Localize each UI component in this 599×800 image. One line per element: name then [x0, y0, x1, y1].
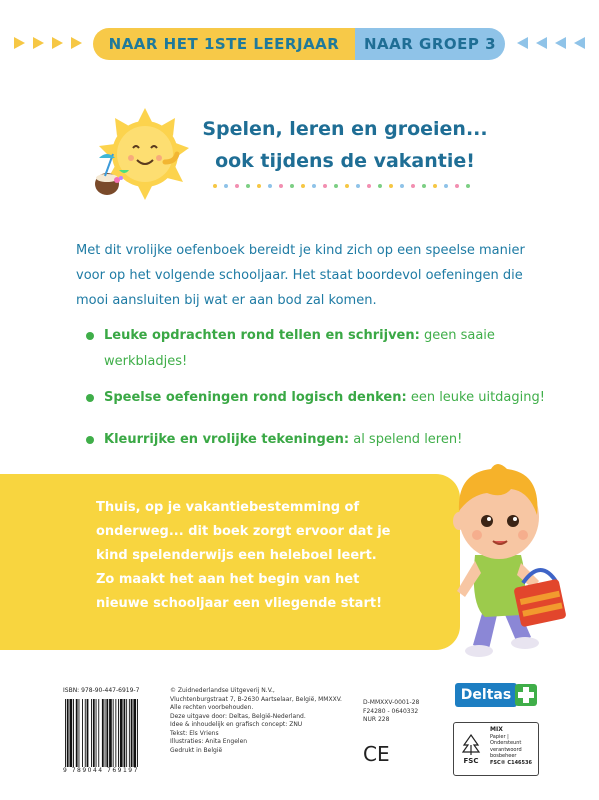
imprint-line: Idee & inhoudelijk en grafisch concept: ZNU — [170, 721, 303, 728]
barcode-block — [63, 687, 163, 775]
headline — [195, 113, 495, 177]
list-item — [86, 427, 546, 453]
fsc-label — [453, 722, 539, 776]
intro-paragraph: Met dit vrolijke oefenboek bereidt je kind zich op een speelse manier voor op het volgende schooljaar. Het staat boordevol oefeningen die mooi aansluiten bij wat er aan bod zal komen. — [76, 243, 525, 308]
publisher-logo — [455, 683, 537, 707]
sun-illustration — [85, 100, 195, 205]
left-triangles — [14, 37, 82, 49]
barcode-bar — [113, 699, 114, 769]
headline-line-1: Spelen, leren en groeien... — [202, 118, 488, 140]
imprint-line: Illustraties: Anita Engelen — [170, 738, 248, 745]
imprint-line: Gedrukt in België — [170, 746, 223, 754]
dot — [378, 184, 382, 188]
triangle-icon — [71, 37, 82, 49]
dot — [224, 184, 228, 188]
barcode-bar — [98, 699, 99, 769]
dot — [334, 184, 338, 188]
list-item — [86, 385, 546, 411]
barcode-bar — [126, 699, 127, 769]
barcode-bar — [124, 699, 126, 769]
barcode-bar — [109, 699, 112, 769]
barcode-bar — [133, 699, 136, 769]
barcode-bar — [73, 699, 74, 769]
list-item-bold: Leuke opdrachten rond tellen en schrijven: — [104, 328, 420, 343]
dot — [279, 184, 283, 188]
dot — [433, 184, 437, 188]
barcode-bar — [120, 699, 123, 769]
triangle-icon — [574, 37, 585, 49]
dot — [389, 184, 393, 188]
imprint-line: Alle rechten voorbehouden. — [170, 704, 254, 711]
plus-icon — [515, 684, 537, 706]
barcode-bar — [85, 699, 86, 769]
list-item — [86, 323, 546, 375]
dot — [312, 184, 316, 188]
dot — [400, 184, 404, 188]
triangle-icon — [52, 37, 63, 49]
barcode-bar — [65, 699, 66, 769]
dot — [356, 184, 360, 188]
isbn-text: ISBN: 978-90-447-6919-7 — [63, 687, 140, 694]
dot — [466, 184, 470, 188]
barcode-bar — [118, 699, 119, 769]
triangle-icon — [14, 37, 25, 49]
right-triangles — [517, 37, 585, 49]
dot — [422, 184, 426, 188]
dot — [290, 184, 294, 188]
fsc-info — [488, 723, 538, 775]
publisher-name: Deltas — [455, 683, 517, 707]
fsc-code: FSC® C146536 — [490, 759, 532, 766]
barcode-bar — [129, 699, 130, 769]
dot — [367, 184, 371, 188]
code-line: NUR 228 — [363, 716, 390, 723]
tree-icon — [460, 733, 482, 757]
barcode-bar — [137, 699, 138, 769]
decorative-dots — [213, 184, 470, 188]
fsc-mix: MIX — [490, 726, 503, 733]
dot — [213, 184, 217, 188]
imprint-block — [170, 687, 350, 755]
list-item-bold: Kleurrijke en vrolijke tekeningen: — [104, 432, 350, 447]
fsc-logo-text: FSC — [463, 757, 479, 765]
fsc-logo — [454, 723, 488, 775]
barcode-bar — [82, 699, 83, 769]
triangle-icon — [517, 37, 528, 49]
imprint-line: Tekst: Els Vriens — [170, 729, 219, 737]
barcode-bar — [96, 699, 97, 769]
dot — [411, 184, 415, 188]
barcode-bar — [93, 699, 95, 769]
child-illustration — [425, 455, 575, 670]
list-item-rest: al spelend leren! — [349, 432, 463, 447]
headline-line-2: ook tijdens de vakantie! — [215, 150, 475, 172]
dot — [323, 184, 327, 188]
codes-block — [363, 699, 453, 725]
imprint-line: © Zuidnederlandse Uitgeverij N.V., — [170, 687, 275, 694]
imprint-line: Vluchtenburgstraat 7, B-2630 Aartselaar, België, MMXXV. — [170, 695, 342, 703]
dot — [444, 184, 448, 188]
imprint-line: Deze uitgave door: Deltas, België-Nederland. — [170, 712, 306, 720]
dot — [301, 184, 305, 188]
grade-label-netherlands: NAAR GROEP 3 — [355, 28, 505, 60]
barcode-bar — [131, 699, 133, 769]
top-bar — [0, 28, 599, 60]
barcode-image — [63, 699, 163, 777]
barcode-bar — [91, 699, 92, 769]
panel-text: Thuis, op je vakantiebestemming of onderweg... dit boek zorgt ervoor dat je kind spelenderwijs een heleboel leert. Zo maakt het aan het begin van het nieuwe schooljaar een vliegende start! — [96, 500, 391, 611]
grade-label-belgium: NAAR HET 1STE LEERJAAR — [93, 28, 355, 60]
barcode-bar — [106, 699, 108, 769]
barcode-number: 9 789044 769197 — [63, 767, 163, 775]
code-line: D-MMXXV-0001-28 — [363, 699, 420, 706]
feature-list — [86, 323, 546, 469]
dot — [235, 184, 239, 188]
barcode-bar — [115, 699, 116, 769]
triangle-icon — [33, 37, 44, 49]
list-item-rest: geen saaie werkbladjes! — [104, 328, 495, 369]
list-item-rest: een leuke uitdaging! — [406, 390, 545, 405]
triangle-icon — [536, 37, 547, 49]
dot — [455, 184, 459, 188]
list-item-bold: Speelse oefeningen rond logisch denken: — [104, 390, 407, 405]
dot — [246, 184, 250, 188]
barcode-bar — [67, 699, 69, 769]
barcode-bar — [79, 699, 80, 769]
dot — [268, 184, 272, 188]
barcode-bar — [76, 699, 78, 769]
barcode-bar — [105, 699, 106, 769]
barcode-bar — [70, 699, 73, 769]
fsc-line-2: verantwoord bosbeheer — [490, 746, 522, 759]
dot — [345, 184, 349, 188]
triangle-icon — [555, 37, 566, 49]
ce-mark: CE — [363, 742, 390, 766]
fsc-line-1: Papier | Ondersteunt — [490, 733, 522, 746]
dot — [257, 184, 261, 188]
code-line: F24280 - 0640332 — [363, 707, 419, 715]
barcode-bar — [102, 699, 104, 769]
barcode-bar — [87, 699, 89, 769]
